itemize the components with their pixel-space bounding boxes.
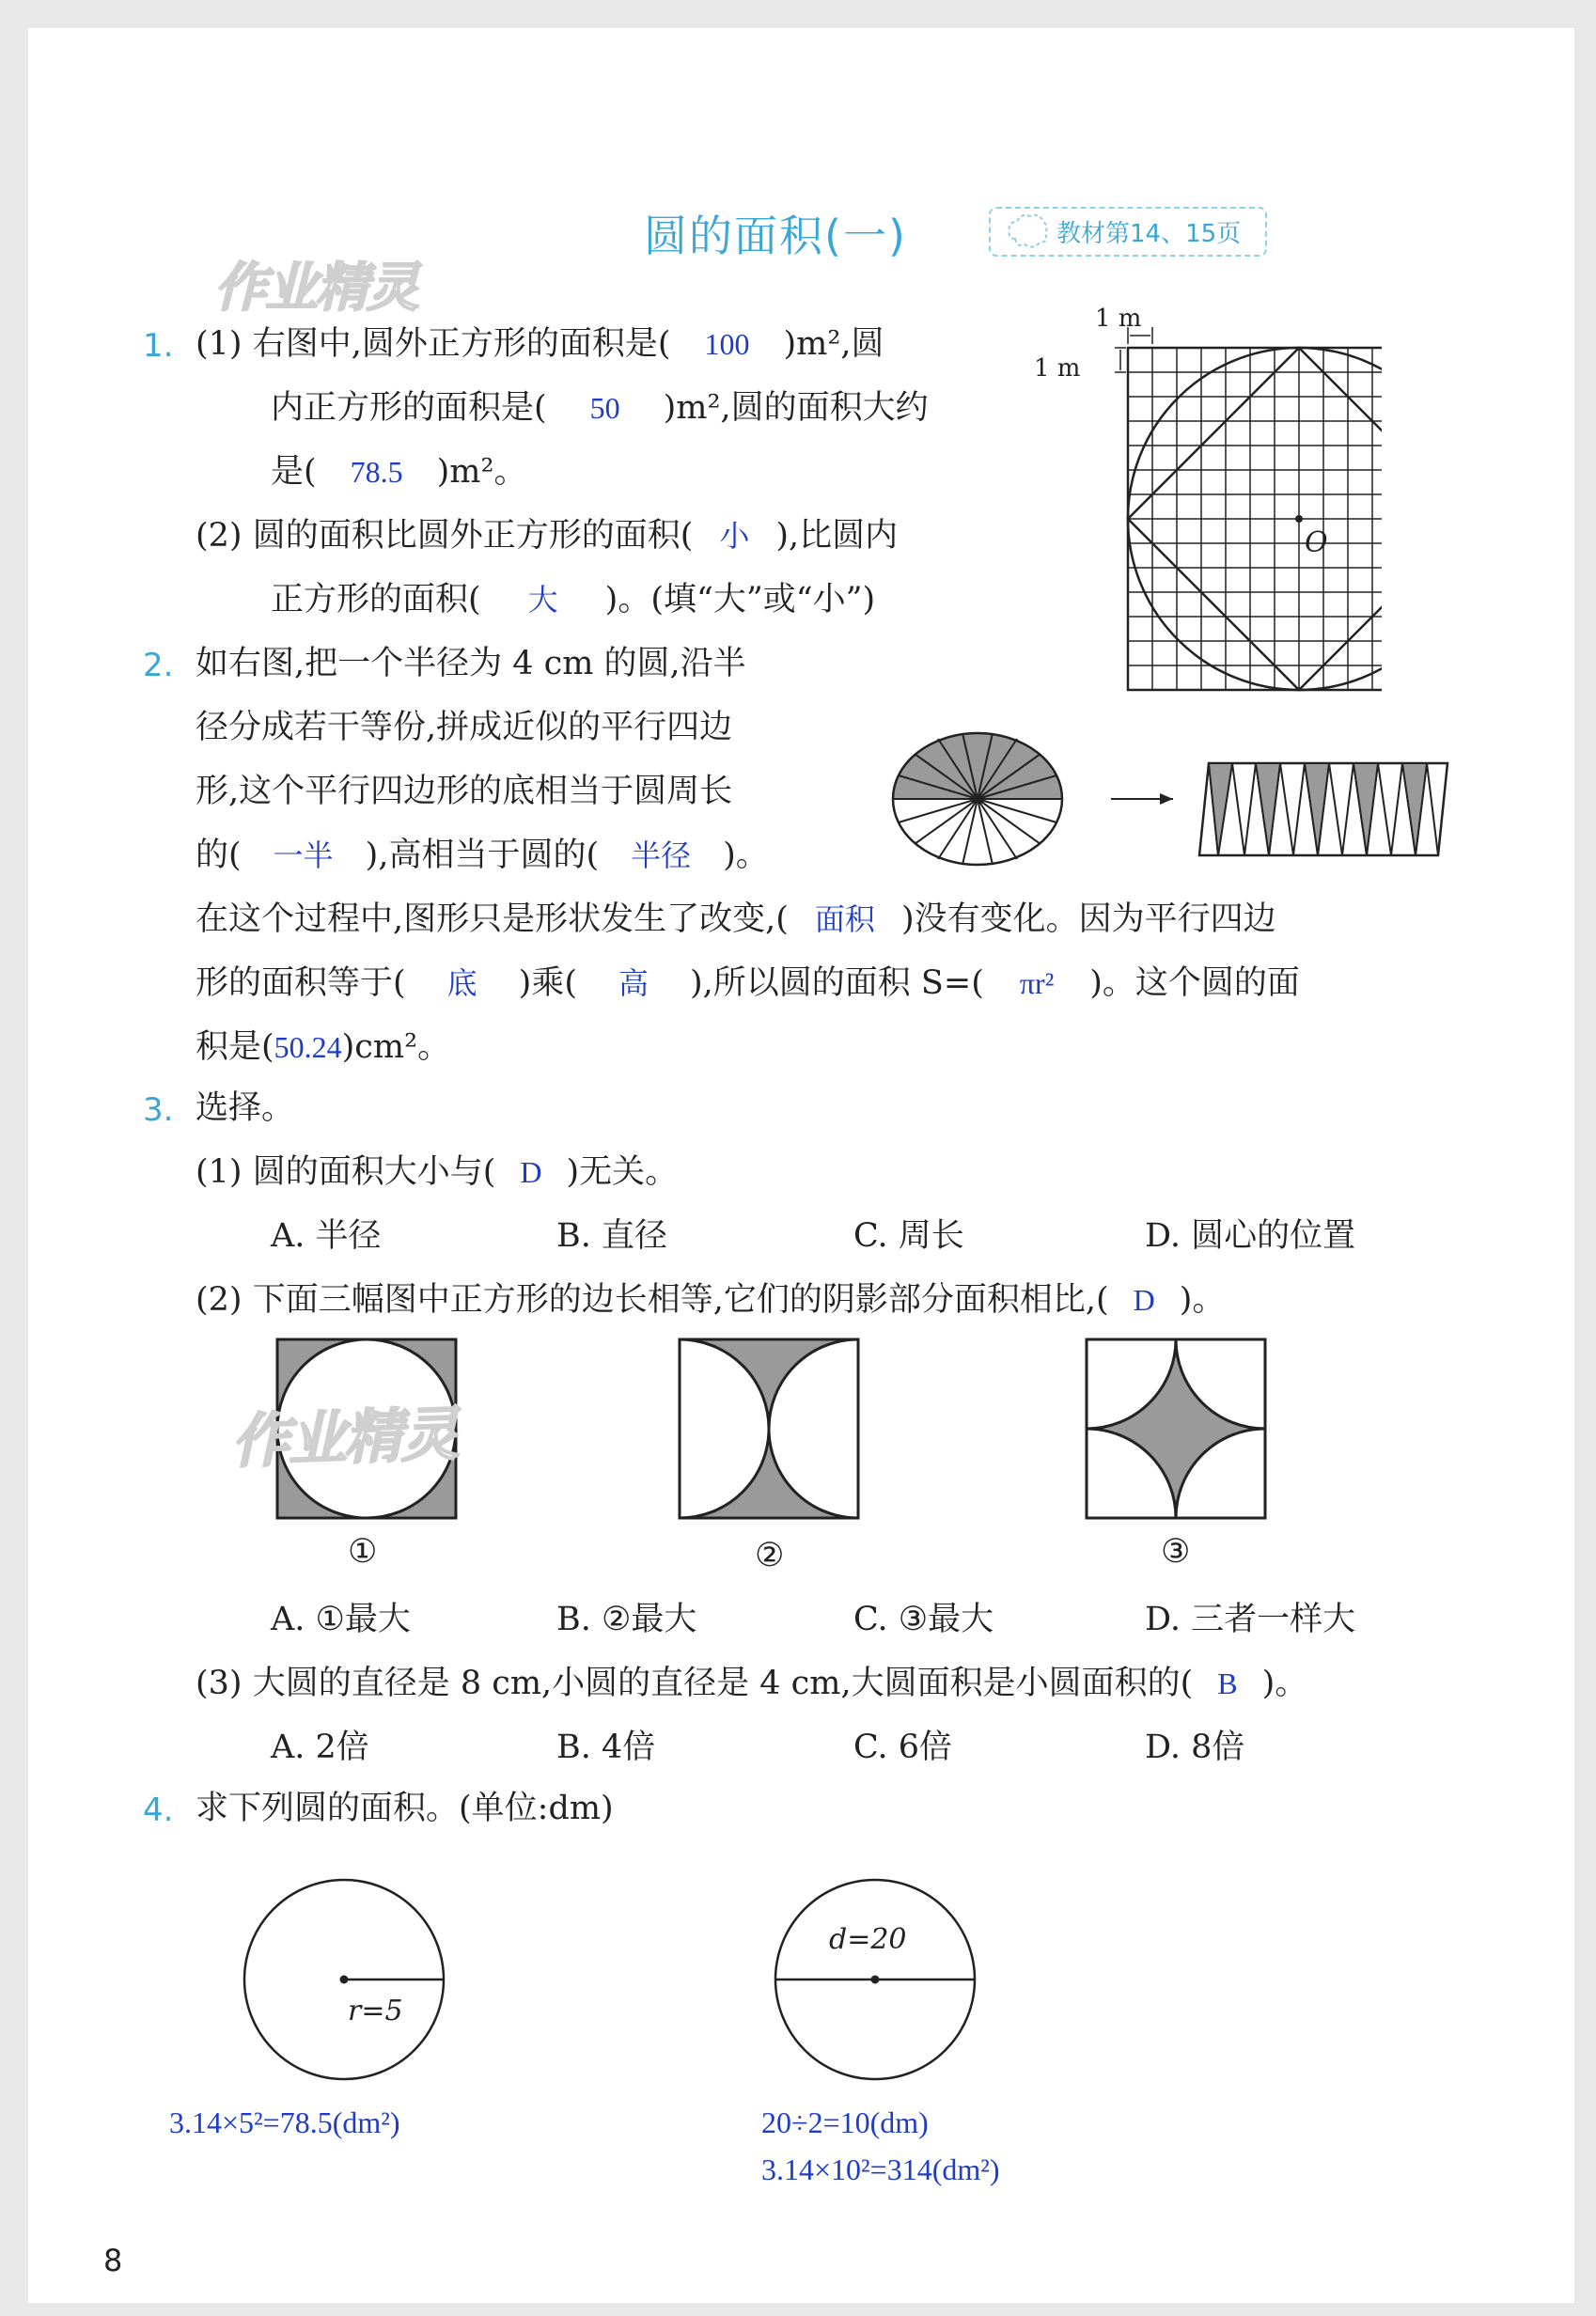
q4-title: 求下列圆的面积。(单位:dm): [196, 1790, 614, 1827]
q3-answer-3: B: [1217, 1667, 1238, 1700]
fig-label-3: ③: [1161, 1533, 1191, 1571]
q2-answer-5: 高: [618, 966, 649, 1000]
fig-label-2: ②: [755, 1537, 785, 1574]
shaded-figure-3: [1084, 1337, 1268, 1521]
q3-sub3: (3) 大圆的直径是 8 cm,小圆的直径是 4 cm,大圆面积是小圆面积的( B )。: [196, 1665, 1308, 1702]
q2-line3: 形,这个平行四边形的底相当于圆周长: [196, 773, 733, 810]
q4-number: 4.: [143, 1792, 174, 1829]
cloud-icon: [1006, 211, 1051, 252]
q3-sub3-opt-c: C. 6倍: [853, 1729, 953, 1766]
q1-part2-line1: (2) 圆的面积比圆外正方形的面积( 小 ),比圆内: [196, 517, 899, 555]
q2-answer-4: 底: [446, 966, 477, 1000]
q2-answer-1: 一半: [273, 838, 334, 872]
q1-part1-line1: (1) 右图中,圆外正方形的面积是( 100 )m²,圆: [196, 325, 884, 363]
q3-sub3-opt-b: B. 4倍: [556, 1729, 656, 1766]
grid-circle-figure: [1025, 310, 1382, 743]
q3-title: 选择。: [196, 1089, 295, 1127]
circle-diameter-figure: [766, 1870, 984, 2089]
circle-2-label: d=20: [829, 1923, 907, 1956]
q3-sub1-opt-b: B. 直径: [556, 1217, 667, 1255]
q2-answer-3: 面积: [814, 902, 875, 936]
watermark-middle: 作业精灵: [229, 1399, 459, 1477]
q1-part1-line3: 是( 78.5 )m²。: [271, 453, 527, 491]
fig-label-1: ①: [348, 1533, 378, 1571]
q4-answer-2b: 3.14×10²=314(dm²): [761, 2152, 1000, 2186]
q4-answer-1: 3.14×5²=78.5(dm²): [169, 2105, 400, 2139]
q3-sub1-opt-c: C. 周长: [853, 1217, 964, 1255]
q3-answer-1: D: [520, 1155, 542, 1189]
watermark-top: 作业精灵: [214, 258, 417, 319]
q3-sub2: (2) 下面三幅图中正方形的边长相等,它们的阴影部分面积相比,( D )。: [196, 1281, 1226, 1319]
workbook-page: [28, 28, 1574, 2303]
q1-answer-5: 大: [527, 583, 558, 617]
q3-sub2-opt-b: B. ②最大: [556, 1601, 697, 1638]
q3-sub1-opt-a: A. 半径: [271, 1217, 382, 1255]
page-title: 圆的面积(一): [644, 211, 907, 261]
shaded-figure-2: [677, 1337, 861, 1521]
q3-sub1: (1) 圆的面积大小与( D )无关。: [196, 1153, 679, 1191]
fig-unit-left: 1 m: [1034, 354, 1081, 383]
q1-part2-line2: 正方形的面积( 大 )。(填“大”或“小”): [271, 581, 876, 618]
q3-answer-2: D: [1133, 1283, 1155, 1317]
q1-answer-1: 100: [704, 327, 750, 361]
q2-answer-6: πr²: [1019, 966, 1055, 1000]
circle-radius-figure: [235, 1870, 453, 2089]
q2-line7: 积是(50.24)cm²。: [196, 1028, 451, 1066]
q3-sub1-opt-d: D. 圆心的位置: [1145, 1217, 1356, 1255]
q4-answer-2a: 20÷2=10(dm): [761, 2105, 929, 2139]
q3-sub3-opt-a: A. 2倍: [271, 1729, 369, 1766]
q3-sub2-opt-c: C. ③最大: [853, 1601, 994, 1638]
circle-1-label: r=5: [348, 1995, 403, 2027]
q3-number: 3.: [143, 1091, 174, 1129]
q2-line2: 径分成若干等份,拼成近似的平行四边: [196, 709, 733, 746]
page-number: 8: [103, 2243, 123, 2278]
tag-label: 教材第14、15页: [1056, 220, 1242, 248]
q2-line6: 形的面积等于( 底 )乘( 高 ),所以圆的面积 S=( πr² )。这个圆的面: [196, 964, 1300, 1002]
q2-answer-2: 半径: [631, 838, 692, 872]
circle-to-parallelogram-figure: [874, 724, 1476, 874]
q2-answer-7: 50.24: [274, 1030, 342, 1064]
q1-answer-4: 小: [719, 519, 750, 553]
q2-line5: 在这个过程中,图形只是形状发生了改变,( 面积 )没有变化。因为平行四边: [196, 900, 1276, 938]
fig-center-label: O: [1305, 526, 1328, 559]
q3-sub3-opt-d: D. 8倍: [1145, 1729, 1245, 1766]
q1-number: 1.: [143, 327, 174, 365]
q1-answer-2: 50: [589, 391, 620, 425]
q3-sub2-opt-d: D. 三者一样大: [1145, 1601, 1356, 1638]
q1-part1-line2: 内正方形的面积是( 50 )m²,圆的面积大约: [271, 389, 929, 427]
q3-sub2-opt-a: A. ①最大: [271, 1601, 411, 1638]
q2-number: 2.: [143, 647, 174, 684]
q2-line1: 如右图,把一个半径为 4 cm 的圆,沿半: [196, 645, 746, 682]
q1-answer-3: 78.5: [350, 455, 403, 489]
fig-unit-top: 1 m: [1095, 305, 1142, 333]
q2-line4: 的( 一半 ),高相当于圆的( 半径 )。: [196, 837, 769, 874]
